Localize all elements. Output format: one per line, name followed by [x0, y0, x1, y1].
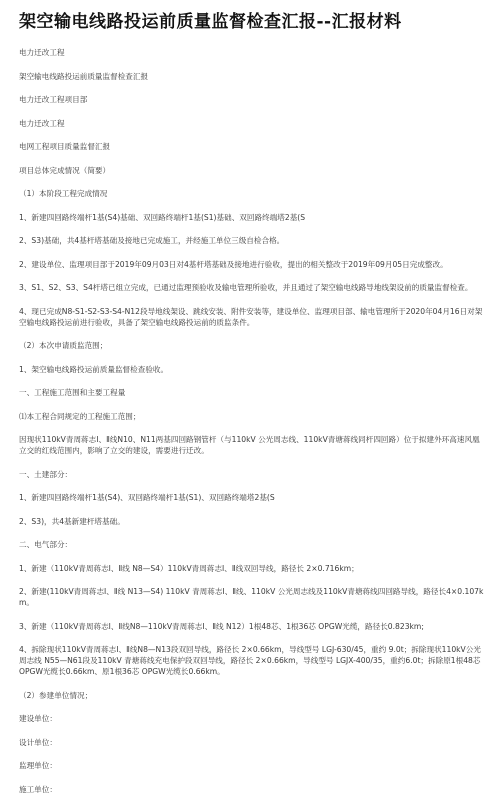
paragraph: 1、新建四回路终端杆1基(S4)、双回路终端杆1基(S1)、双回路终端塔2基(S [19, 493, 275, 502]
paragraph: 2、S3)基础，共4基杆塔基础及接地已完成施工，并经施工单位三级自检合格。 [19, 236, 285, 245]
document-title: 架空输电线路投运前质量监督检查汇报--汇报材料 [19, 12, 402, 32]
paragraph: 建设单位： [19, 714, 57, 723]
paragraph: 电力迁改工程 [19, 48, 65, 57]
paragraph: 一、工程施工范围和主要工程量 [19, 388, 126, 397]
paragraph: 1、新建四回路终端杆1基(S4)基础、双回路终端杆1基(S1)基础、双回路终端塔2基(S [19, 212, 306, 222]
paragraph: 1、架空输电线路投运前质量监督检查验收。 [19, 364, 169, 374]
paragraph: 3、新建（110kV青周蒋志Ⅰ、Ⅱ线N8—110kV青周蒋志Ⅰ、Ⅱ线 N12）1根48芯、1根36芯 OPGW光缆，路径长0.823km; [19, 621, 424, 631]
paragraph: 项目总体完成情况（简要） [19, 165, 111, 175]
paragraph: （2）本次申请质监范围； [19, 341, 108, 350]
paragraph: 电网工程项目质量监督汇报 [19, 142, 111, 151]
paragraph: 施工单位： [19, 784, 57, 794]
paragraph: 设计单位： [19, 737, 57, 747]
paragraph: 监理单位： [19, 761, 57, 770]
paragraph: 4、现已完成N8-S1-S2-S3-S4-N12段导地线架设、跳线安装、附件安装等，建设单位、监理项目部、输电管理所于2020年04月16日对架空输电线路投运前进行验收，具备了架空输电线路投运前的质监条件。 [19, 306, 483, 327]
paragraph: 3、S1、S2、S3、S4杆塔已组立完成，已通过监理预验收及输电管理所验收，并且通过了架空输电线路导地线架设前的质量监督检查。 [19, 283, 473, 292]
paragraph: 2、S3)，共4基新建杆塔基础。 [19, 516, 125, 526]
paragraph: ⑴本工程合同规定的工程施工范围； [19, 411, 141, 421]
paragraph: 4、拆除现状110kV青周蒋志Ⅰ、Ⅱ线N8—N13段双回导线，路径长 2×0.66km，导线型号 LGJ-630/45，重约 9.0t；拆除现状110kV公光周志线 N55—N61段及110kV 青塘蒋线充电保护段双回导线，路径长 2×0.66km，导线型号 LGJX-400/35，重约6.0t；拆除原1根48芯OPGW光缆长0.66km、原1根36芯 OPGW光缆长0.66km。 [19, 645, 481, 676]
paragraph: 二、电气部分： [19, 540, 73, 549]
paragraph: 2、新建(110kV青周蒋志Ⅰ、Ⅱ线 N13—S4) 110kV 青周蒋志Ⅰ、Ⅱ线、110kV 公光周志线及110kV青塘蒋线四回路导线，路径长4×0.107km。 [19, 587, 484, 607]
paragraph: 因现状110kV青周蒋志Ⅰ、Ⅱ线N10、N11两基四回路钢管杆（与110kV 公光周志线、110kV青塘蒋线同杆四回路）位于拟建外环高速风凰立交的红线范围内，影响了立交的建设，需要进行迁改。 [19, 435, 480, 455]
paragraph: 一、土建部分： [19, 469, 73, 479]
paragraph: 电力迁改工程 [19, 118, 65, 128]
paragraph: （1）本阶段工程完成情况 [19, 189, 108, 198]
paragraph: （2）参建单位情况； [19, 690, 93, 700]
paragraph: 架空输电线路投运前质量监督检查汇报 [19, 71, 149, 81]
paragraph: 电力迁改工程项目部 [19, 95, 88, 104]
paragraph: 2、建设单位、监理项目部于2019年09月03日对4基杆塔基础及接地进行验收，提出的相关整改于2019年09月05日完成整改。 [19, 259, 448, 269]
paragraph: 1、新建（110kV青周蒋志Ⅰ、Ⅱ线 N8—S4）110kV青周蒋志Ⅰ、Ⅱ线双回导线，路径长 2×0.716km； [19, 563, 359, 573]
